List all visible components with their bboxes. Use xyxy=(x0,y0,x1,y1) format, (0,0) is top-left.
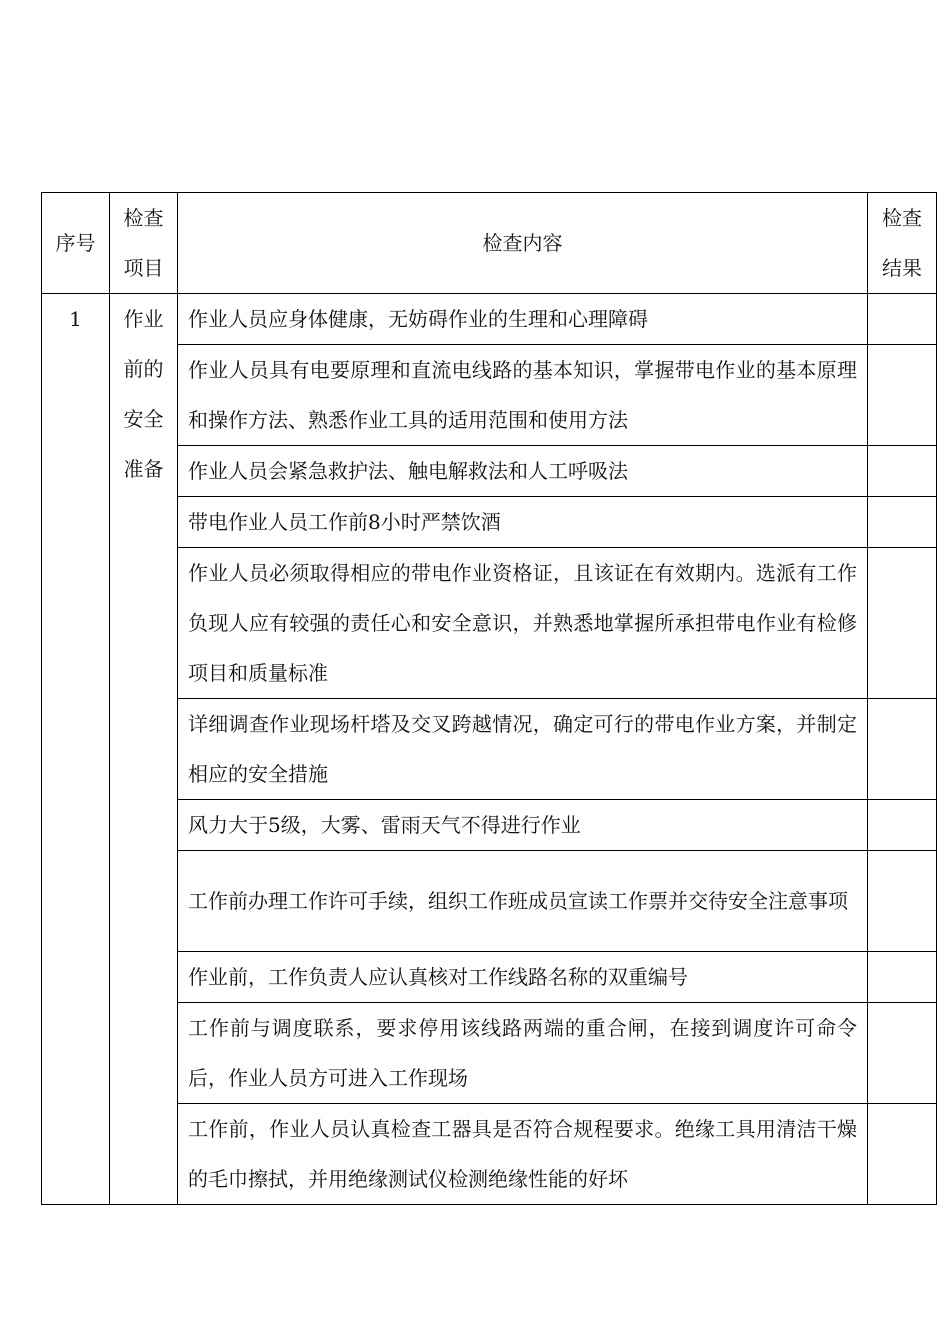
check-content: 作业人员具有电要原理和直流电线路的基本知识，掌握带电作业的基本原理和操作方法、熟悉作业工具的适用范围和使用方法 xyxy=(178,345,868,446)
group-item-line: 安全 xyxy=(123,407,164,431)
check-content: 风力大于5级，大雾、雷雨天气不得进行作业 xyxy=(178,800,868,851)
check-content: 带电作业人员工作前8小时严禁饮酒 xyxy=(178,497,868,548)
check-result[interactable] xyxy=(868,952,937,1003)
check-content: 工作前办理工作许可手续，组织工作班成员宣读工作票并交待安全注意事项 xyxy=(178,851,868,952)
header-item xyxy=(110,193,178,294)
check-result[interactable] xyxy=(868,800,937,851)
check-result[interactable] xyxy=(868,699,937,800)
group-item-line: 前的 xyxy=(123,357,164,381)
group-item-line: 准备 xyxy=(123,457,164,481)
check-result[interactable] xyxy=(868,1003,937,1104)
check-content: 详细调查作业现场杆塔及交叉跨越情况，确定可行的带电作业方案，并制定相应的安全措施 xyxy=(178,699,868,800)
check-content: 作业人员必须取得相应的带电作业资格证，且该证在有效期内。选派有工作负现人应有较强的责任心和安全意识，并熟悉地掌握所承担带电作业有检修项目和质量标准 xyxy=(178,548,868,699)
check-content: 工作前，作业人员认真检查工器具是否符合规程要求。绝缘工具用清洁干燥的毛巾擦拭，并用绝缘测试仪检测绝缘性能的好坏 xyxy=(178,1104,868,1205)
check-content: 作业人员会紧急救护法、触电解救法和人工呼吸法 xyxy=(178,446,868,497)
header-result-line1: 检查 xyxy=(882,206,922,230)
header-result-line2: 结果 xyxy=(882,256,922,280)
check-result[interactable] xyxy=(868,851,937,952)
header-seq: 序号 xyxy=(42,193,110,294)
header-item-line2: 项目 xyxy=(123,256,164,280)
check-content: 作业人员应身体健康，无妨碍作业的生理和心理障碍 xyxy=(178,294,868,345)
group-item xyxy=(110,294,178,1205)
check-result[interactable] xyxy=(868,497,937,548)
safety-check-table xyxy=(41,192,937,1205)
check-result[interactable] xyxy=(868,345,937,446)
group-seq: 1 xyxy=(42,294,110,1205)
check-result[interactable] xyxy=(868,548,937,699)
header-result xyxy=(868,193,937,294)
check-result[interactable] xyxy=(868,294,937,345)
table-header-row xyxy=(42,193,937,294)
check-result[interactable] xyxy=(868,446,937,497)
header-item-line1: 检查 xyxy=(123,206,164,230)
check-result[interactable] xyxy=(868,1104,937,1205)
header-content: 检查内容 xyxy=(178,193,868,294)
check-content: 作业前，工作负责人应认真核对工作线路名称的双重编号 xyxy=(178,952,868,1003)
table-row xyxy=(42,294,937,345)
check-content: 工作前与调度联系，要求停用该线路两端的重合闸，在接到调度许可命令后，作业人员方可进入工作现场 xyxy=(178,1003,868,1104)
group-item-line: 作业 xyxy=(123,307,164,331)
